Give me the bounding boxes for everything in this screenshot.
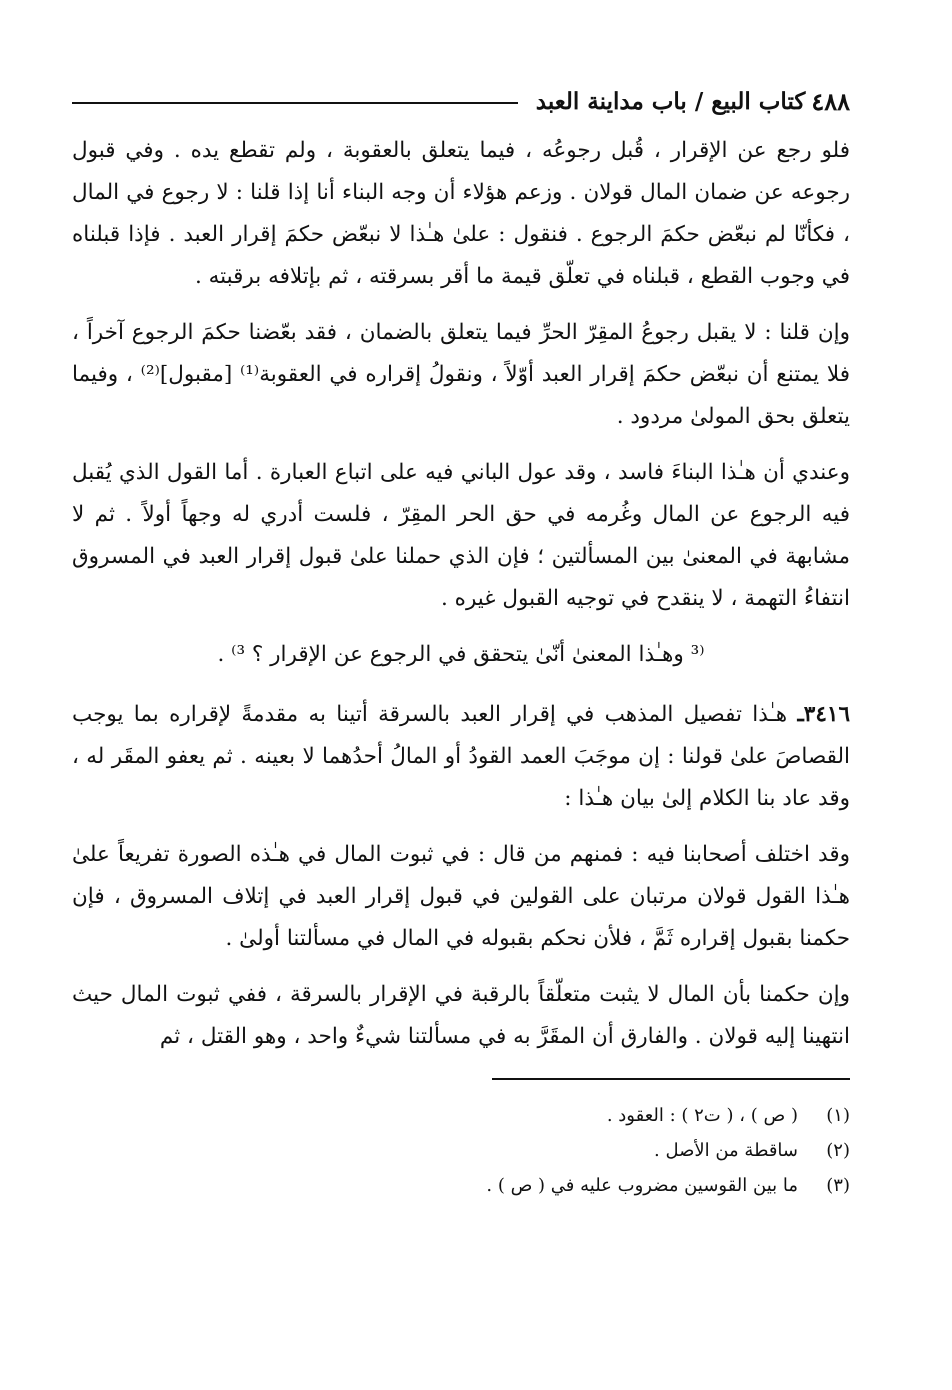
footnotes — [72, 1098, 850, 1203]
paragraph: وإن حكمنا بأن المال لا يثبت متعلّقاً بالرقبة في الإقرار بالسرقة ، ففي ثبوت المال حيث انتهينا إليه قولان . والفارق أن المقَرَّ به في مسألتنا شيءٌ واحد ، وهو القتل ، ثم — [72, 982, 850, 1049]
book-page — [72, 78, 850, 1368]
section-text: هـٰذا تفصيل المذهب في إقرار العبد بالسرقة أتينا به مقدمةً لإقراره بما يوجب القصاصَ علىٰ قولنا : إن موجَبَ العمد القودُ أو المالُ أحدُهما لا بعينه . ثم يعفو المقَر له ، وقد عاد بنا الكلام إلىٰ بيان هـٰذا : — [72, 702, 850, 811]
numbered-section — [72, 694, 850, 820]
footnote — [72, 1098, 850, 1133]
paragraph: ⁽³ وهـٰذا المعنىٰ أنّىٰ يتحقق في الرجوع عن الإقرار ؟ ³⁾ . — [217, 642, 705, 667]
footnote-text: ساقطة من الأصل . — [654, 1140, 798, 1161]
header-rule — [72, 102, 518, 104]
footnote-number: (٣) — [826, 1175, 850, 1196]
footnote-text: ( ص ) ، ( ت٢ ) : العقود . — [606, 1105, 798, 1126]
running-title: كتاب البيع / باب مداينة العبد — [535, 87, 806, 115]
footnote — [72, 1133, 850, 1168]
footnote-divider — [492, 1078, 850, 1080]
paragraph: فلو رجع عن الإقرار ، قُبل رجوعُه ، فيما يتعلق بالعقوبة ، ولم تقطع يده . وفي قبول رجوعه عن ضمان المال قولان . وزعم هؤلاء أن وجه البناء أنا إذا قلنا : لا رجوع في المال ، فكأنّا لم نبعّض حكمَ الرجوع . فنقول : علىٰ هـٰذا لا نبعّض حكمَ إقرار العبد . فإذا قبلناه في وجوب القطع ، قبلناه في تعلّق قيمة ما أقر بسرقته ، ثم بإتلافه برقبته . — [72, 138, 850, 289]
footnote-number: (١) — [826, 1105, 850, 1126]
page-header — [72, 78, 850, 124]
footnote-number: (٢) — [826, 1140, 850, 1161]
section-number: ٣٤١٦ـ — [797, 702, 850, 727]
paragraph: وعندي أن هـٰذا البناءَ فاسد ، وقد عول الباني فيه على اتباع العبارة . أما القول الذي يُقبل فيه الرجوع عن المال وغُرمه في حق الحر المقِرّ ، فلست أدري له وجهاً أولاً . ثم لا مشابهة في المعنىٰ بين المسألتين ؛ فإن الذي حملنا علىٰ قبول إقرار العبد في المسروق انتفاءُ التهمة ، لا ينقدح في توجيه القبول غيره . — [72, 460, 850, 611]
footnote-text: ما بين القوسين مضروب عليه في ( ص ) . — [486, 1175, 798, 1196]
page-number: ٤٨٨ — [811, 86, 850, 116]
paragraph: وقد اختلف أصحابنا فيه : فمنهم من قال : في ثبوت المال في هـٰذه الصورة تفريعاً علىٰ هـٰذا القول قولان مرتبان على القولين في قبول إقرار العبد في إتلاف المسروق ، فإن حكمنا بقبول إقراره ثَمَّ ، فلأن نحكم بقبوله في المال في مسألتنا أولىٰ . — [72, 842, 850, 951]
paragraph: وإن قلنا : لا يقبل رجوعُ المقِرّ الحرِّ فيما يتعلق بالضمان ، فقد بعّضنا حكمَ الرجوع آخراً ، فلا يمتنع أن نبعّض حكمَ إقرار العبد أوّلاً ، ونقولُ إقراره في العقوبة⁽¹⁾ [مقبول]⁽²⁾ ، وفيما يتعلق بحق المولىٰ مردود . — [72, 320, 850, 429]
footnote — [72, 1168, 850, 1203]
